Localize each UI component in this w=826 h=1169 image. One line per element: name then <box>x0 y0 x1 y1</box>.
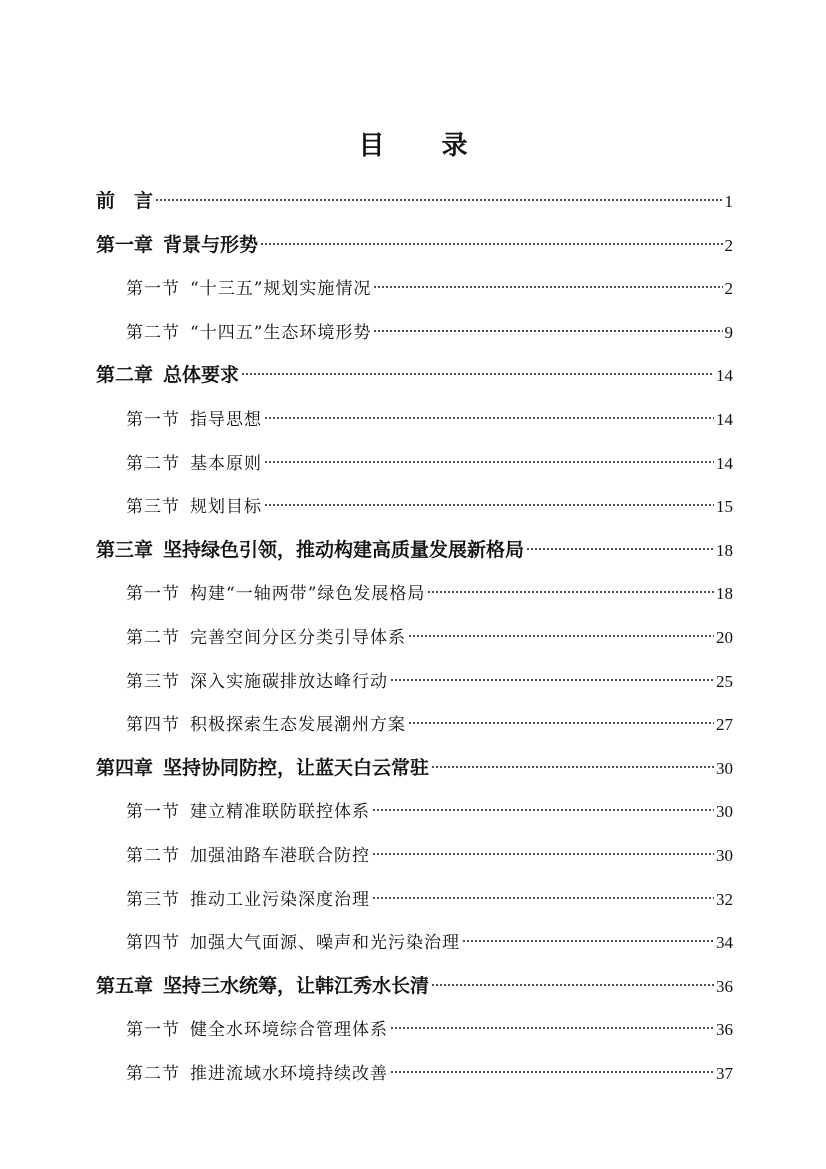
page-number: 14 <box>716 410 733 429</box>
section-heading <box>126 667 388 697</box>
chapter-number: 第三章 <box>96 538 154 561</box>
chapter-title: 坚持三水统筹，让韩江秀水长清 <box>163 974 430 997</box>
chapter-heading <box>96 230 258 260</box>
dot-leader <box>390 1049 714 1079</box>
page-number: 30 <box>716 758 733 778</box>
section-number: 第二节 <box>126 628 180 648</box>
page-number: 27 <box>716 715 733 735</box>
dot-leader <box>408 613 714 643</box>
toc-entry-20[interactable] <box>126 1005 733 1041</box>
section-number: 第三节 <box>126 889 180 910</box>
page-number: 14 <box>716 453 733 473</box>
toc-entry-17[interactable] <box>126 875 733 910</box>
toc-entry-5[interactable] <box>96 351 733 387</box>
chapter-heading <box>96 753 429 783</box>
toc-entry-3[interactable] <box>126 264 733 300</box>
section-number: 第一节 <box>126 410 180 430</box>
dot-leader <box>264 395 714 425</box>
toc-entry-18[interactable] <box>126 918 733 954</box>
toc-title: 目 录 <box>358 131 492 161</box>
page-number: 36 <box>716 976 733 996</box>
chapter-heading <box>96 971 429 1001</box>
dot-leader <box>431 962 714 992</box>
section-number: 第一节 <box>126 584 180 605</box>
page-number: 30 <box>716 802 733 822</box>
section-heading <box>126 318 371 348</box>
section-number: 第二节 <box>126 846 180 866</box>
dot-leader <box>373 264 722 294</box>
chapter-title: 坚持协同防控，让蓝天白云常驻 <box>163 756 430 779</box>
toc-entry-2[interactable] <box>96 221 733 256</box>
page-number: 18 <box>716 540 733 560</box>
page-number: 2 <box>724 235 733 255</box>
section-heading <box>126 885 370 915</box>
chapter-title: 坚持绿色引领，推动构建高质量发展新格局 <box>163 538 525 561</box>
section-title: 完善空间分区分类引导体系 <box>190 628 406 648</box>
section-heading <box>126 623 406 653</box>
toc-entry-13[interactable] <box>126 700 733 736</box>
section-heading <box>126 492 262 522</box>
toc-entry-16[interactable] <box>126 831 733 866</box>
section-title: “十三五”规划实施情况 <box>190 279 372 300</box>
toc-entry-19[interactable] <box>96 962 733 997</box>
dot-leader <box>241 351 714 381</box>
page-number: 30 <box>716 846 733 865</box>
section-number: 第一节 <box>126 802 180 823</box>
toc-entry-12[interactable] <box>126 657 733 692</box>
chapter-number: 第一章 <box>96 233 154 256</box>
section-title: 推进流域水环境持续改善 <box>190 1064 388 1084</box>
section-heading <box>126 579 425 609</box>
page-number: 14 <box>716 366 733 386</box>
section-heading <box>126 1059 388 1089</box>
section-heading <box>126 405 262 435</box>
chapter-title: 背景与形势 <box>163 233 259 256</box>
section-title: “十四五”生态环境形势 <box>190 322 372 343</box>
section-heading <box>126 710 406 740</box>
section-title: 建立精准联防联控体系 <box>190 802 370 823</box>
page-number: 20 <box>716 628 733 647</box>
chapter-heading <box>96 535 524 565</box>
dot-leader <box>373 308 722 338</box>
dot-leader <box>462 918 714 948</box>
toc-entry-6[interactable] <box>126 395 733 430</box>
section-number: 第一节 <box>126 279 180 300</box>
section-heading <box>126 797 370 827</box>
section-title: 基本原则 <box>190 453 262 474</box>
chapter-heading <box>96 360 239 390</box>
section-title: 规划目标 <box>190 497 262 518</box>
dot-leader <box>264 482 714 512</box>
section-heading <box>126 928 460 958</box>
toc-entry-8[interactable] <box>126 482 733 518</box>
section-heading <box>126 449 262 479</box>
section-heading <box>126 1015 388 1045</box>
dot-leader <box>372 787 714 817</box>
section-title: 健全水环境综合管理体系 <box>190 1020 388 1041</box>
dot-leader <box>372 875 714 905</box>
dot-leader <box>390 1005 714 1035</box>
toc-entry-14[interactable] <box>96 744 733 779</box>
toc-entry-7[interactable] <box>126 439 733 474</box>
toc-entry-1[interactable] <box>96 177 733 212</box>
section-title: 深入实施碳排放达峰行动 <box>190 671 388 692</box>
chapter-number: 第四章 <box>96 756 154 779</box>
section-number: 第三节 <box>126 497 180 518</box>
page-number: 9 <box>724 322 733 342</box>
dot-leader <box>431 744 714 774</box>
page-number: 34 <box>716 933 733 953</box>
section-number: 第二节 <box>126 453 180 474</box>
section-title: 构建“一轴两带”绿色发展格局 <box>190 584 426 605</box>
section-title: 推动工业污染深度治理 <box>190 889 370 910</box>
page-number: 32 <box>716 889 733 909</box>
toc-entry-21[interactable] <box>126 1049 733 1084</box>
toc-entry-4[interactable] <box>126 308 733 343</box>
dot-leader <box>372 831 714 861</box>
section-number: 第二节 <box>126 1064 180 1084</box>
chapter-number: 第二章 <box>96 364 154 387</box>
dot-leader <box>260 221 722 251</box>
page-number: 36 <box>716 1020 733 1040</box>
toc-entry-15[interactable] <box>126 787 733 823</box>
dot-leader <box>390 657 714 687</box>
page-number: 15 <box>716 497 733 517</box>
toc-entry-10[interactable] <box>126 569 733 605</box>
toc-entry-9[interactable] <box>96 526 733 561</box>
chapter-number: 第五章 <box>96 974 154 997</box>
section-title: 加强油路车港联合防控 <box>190 846 370 866</box>
section-title: 加强大气面源、噪声和光污染治理 <box>190 933 460 954</box>
page-number: 2 <box>724 279 733 299</box>
section-number: 第一节 <box>126 1020 180 1041</box>
section-number: 第三节 <box>126 671 180 692</box>
section-heading <box>126 274 371 304</box>
dot-leader <box>408 700 714 730</box>
toc-entry-11[interactable] <box>126 613 733 648</box>
section-title: 积极探索生态发展潮州方案 <box>190 715 406 736</box>
section-number: 第二节 <box>126 322 180 343</box>
section-number: 第四节 <box>126 933 180 954</box>
chapter-title: 总体要求 <box>163 364 240 387</box>
dot-leader <box>526 526 714 556</box>
page-number: 1 <box>724 192 733 211</box>
section-number: 第四节 <box>126 715 180 736</box>
page-number: 25 <box>716 671 733 691</box>
page-number: 18 <box>716 584 733 604</box>
chapter-heading <box>96 186 153 216</box>
chapter-title: 前 言 <box>96 190 154 212</box>
page-number: 37 <box>716 1064 733 1083</box>
dot-leader <box>264 439 714 469</box>
dot-leader <box>155 177 722 207</box>
section-heading <box>126 841 370 871</box>
section-title: 指导思想 <box>190 410 262 430</box>
dot-leader <box>427 569 714 599</box>
